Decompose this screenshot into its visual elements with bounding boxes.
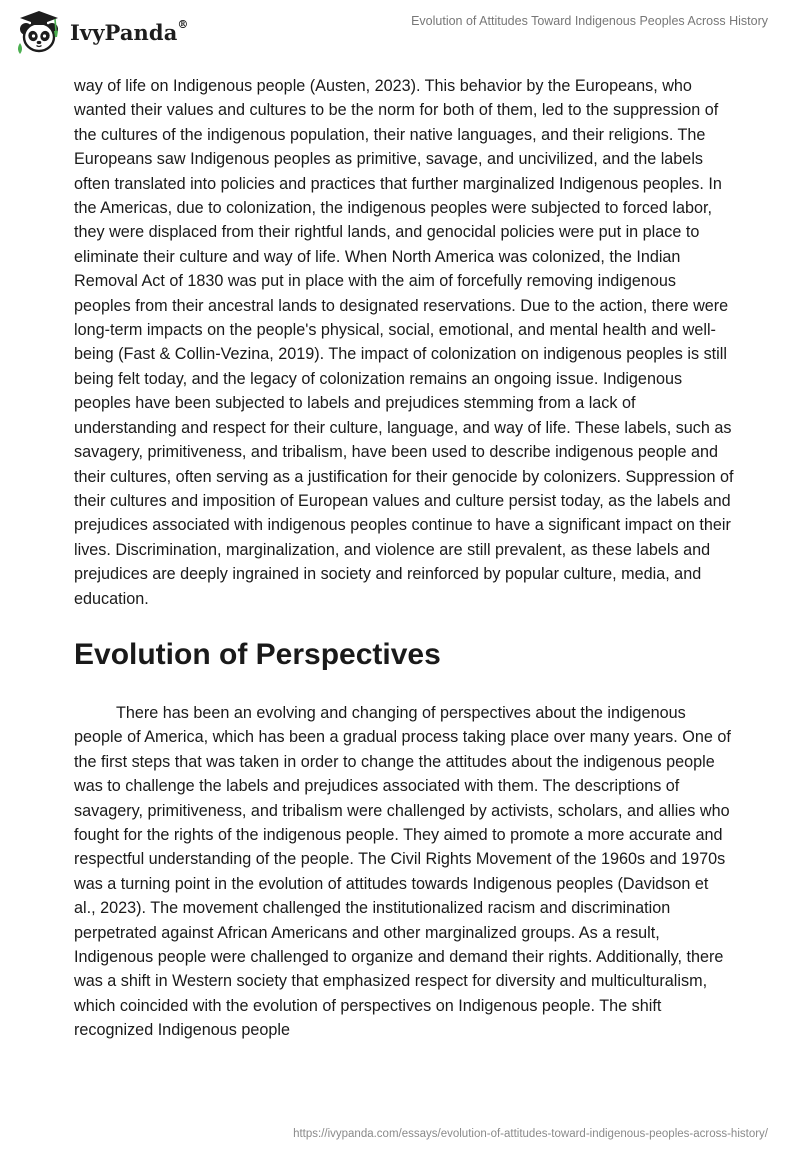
- ivypanda-logo[interactable]: [14, 7, 189, 57]
- logo-text: IvyPanda®: [70, 17, 189, 45]
- footer-url-link[interactable]: https://ivypanda.com/essays/evolution-of-attitudes-toward-indigenous-peoples-across-history/: [293, 1128, 768, 1140]
- panda-graduate-icon: [14, 7, 64, 57]
- body-paragraph-1: way of life on Indigenous people (Austen, 2023). This behavior by the Europeans, who wanted their values and cultures to be the norm for both of them, led to the suppression of the cultures of the indigenous population, their native languages, and their religions. The Europeans saw Indigenous peoples as primitive, savage, and uncivilized, and the labels often translated into policies and practices that further marginalized Indigenous peoples. In the Americas, due to colonization, the indigenous peoples were subjected to forced labor, they were displaced from their rightful lands, and genocidal policies were put in place to eliminate their culture and way of life. When North America was colonized, the Indian Removal Act of 1830 was put in place with the aim of forcefully removing indigenous peoples from their ancestral lands to designated reservations. Due to the action, there were long-term impacts on the people's physical, social, emotional, and mental health and well-being (Fast & Collin-Vezina, 2019). The impact of colonization on indigenous peoples is still being felt today, and the legacy of colonization remains an ongoing issue. Indigenous peoples have been subjected to labels and prejudices stemming from a lack of understanding and respect for their culture, language, and way of life. These labels, such as savagery, primitiveness, and tribalism, have been used to describe indigenous people and their cultures, often serving as a justification for their genocide by colonizers. Suppression of their cultures and imposition of European values and culture persist today, as the labels and prejudices associated with indigenous peoples continue to have a significant impact on their lives. Discrimination, marginalization, and violence are still prevalent, as these labels and prejudices are deeply ingrained in society and reinforced by popular culture, media, and education.: [74, 77, 734, 608]
- registered-mark: ®: [177, 17, 189, 31]
- essay-content: [74, 74, 734, 1043]
- document-title: Evolution of Attitudes Toward Indigenous Peoples Across History: [411, 14, 768, 28]
- body-paragraph-2: There has been an evolving and changing of perspectives about the indigenous people of America, which has been a gradual process taking place over many years. One of the first steps that was taken in order to change the attitudes about the indigenous people was to challenge the labels and prejudices associated with them. The descriptions of savagery, primitiveness, and tribalism were challenged by activists, scholars, and allies who fought for the rights of the indigenous people. They aimed to promote a more accurate and respectful understanding of the people. The Civil Rights Movement of the 1960s and 1970s was a turning point in the evolution of attitudes towards Indigenous peoples (Davidson et al., 2023). The movement challenged the institutionalized racism and discrimination perpetrated against African Americans and other marginalized groups. As a result, Indigenous people were challenged to organize and demand their rights. Additionally, there was a shift in Western society that emphasized respect for diversity and multiculturalism, which coincided with the evolution of perspectives on Indigenous people. The shift recognized Indigenous people: [74, 703, 731, 1040]
- page-header: [0, 0, 800, 64]
- section-heading: Evolution of Perspectives: [74, 637, 441, 671]
